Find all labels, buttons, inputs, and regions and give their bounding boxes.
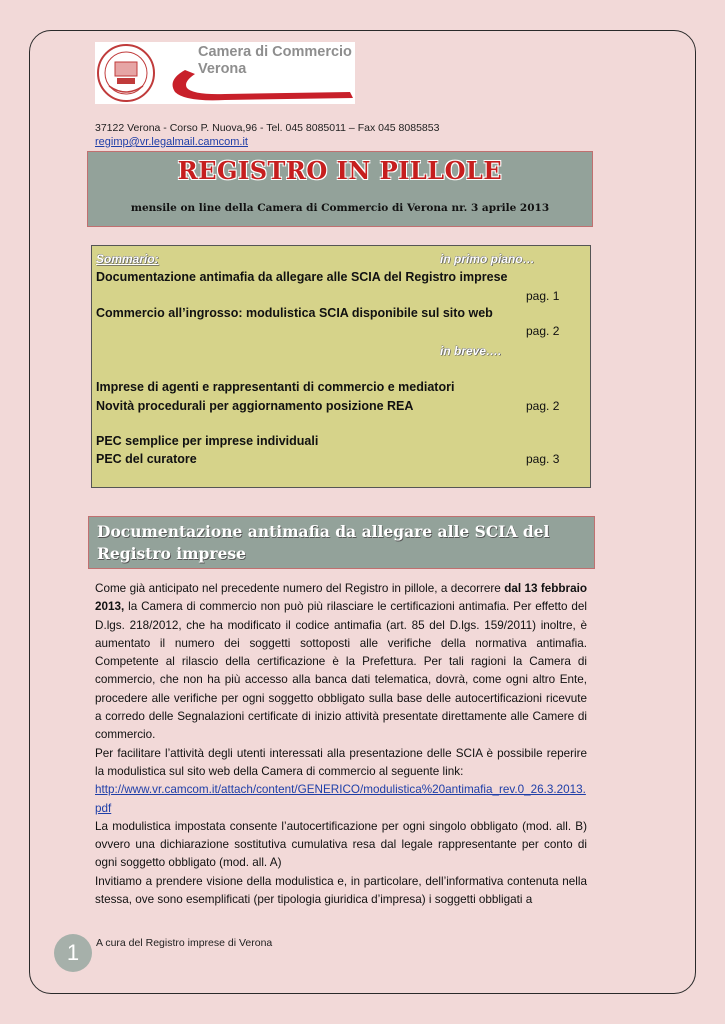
masthead-title: REGISTRO IN PILLOLE xyxy=(177,156,503,185)
masthead-subtitle: mensile on line della Camera di Commercio di Verona nr. 3 aprile 2013 xyxy=(130,202,550,214)
summary-item[interactable]: Documentazione antimafia da allegare alle SCIA del Registro imprese xyxy=(96,270,508,284)
footer-text: A cura del Registro imprese di Verona xyxy=(96,937,273,949)
article-body xyxy=(95,580,587,909)
paragraph xyxy=(95,781,587,818)
paragraph: Come già anticipato nel precedente numero del Registro in pillole, a decorrere dal 13 febbraio 2013, la Camera di commercio non può più rilasciare le certificazioni antimafia. Per effetto del D.lgs. 218/2012, che ha modificato il codice antimafia (art. 85 del D.lgs. 159/2011) inoltre, è aumentato il numero dei soggetti sottoposti alle verifiche della normativa antimafia. Competente al rilascio della certificazione è la Prefettura. Per tali ragioni la Camera di commercio, che non ha più accesso alla banca dati telematica, dovrà, come ogni altro Ente, procedere alle verifiche per ogni soggetto obbligato sulla base delle autocertificazioni ricevute a corredo delle Segnalazioni certificate di inizio attività presentate direttamente alle Camere di commercio. xyxy=(95,582,587,742)
summary-item[interactable]: Novità procedurali per aggiornamento posizione REA xyxy=(96,399,414,413)
summary-page: pag. 2 xyxy=(526,399,560,413)
summary-page: pag. 1 xyxy=(526,289,560,303)
section-title: Documentazione antimafia da allegare alle SCIA del Registro imprese xyxy=(97,522,550,563)
modulistica-link[interactable]: http://www.vr.camcom.it/attach/content/GENERICO/modulistica%20antimafia_rev.0_26.3.2013.pdf xyxy=(95,783,586,815)
summary-item[interactable]: PEC semplice per imprese individuali xyxy=(96,434,319,448)
email-link[interactable]: regimp@vr.legalmail.camcom.it xyxy=(95,136,248,148)
page-number-badge: 1 xyxy=(54,934,92,972)
paragraph: La modulistica impostata consente l’autocertificazione per ogni singolo obbligato (mod. all. B) ovvero una dichiarazione sostitutiva cumulativa resa dal legale rappresentante per conto di ogni soggetto obbligato (mod. all. A) xyxy=(95,819,587,870)
summary-page: pag. 3 xyxy=(526,452,560,466)
masthead xyxy=(87,151,593,227)
chamber-logo xyxy=(95,42,355,104)
address-line: 37122 Verona - Corso P. Nuova,96 - Tel. 045 8085011 – Fax 045 8085853 xyxy=(95,122,440,134)
in-breve-label: in breve…. xyxy=(440,344,502,358)
paragraph: Invitiamo a prendere visione della modulistica e, in particolare, dell’informativa contenuta nella stessa, ove sono esemplificati (per tipologia giuridica d’impresa) i soggetti obbligati a xyxy=(95,874,587,907)
summary-item[interactable]: Imprese di agenti e rappresentanti di commercio e mediatori xyxy=(96,380,455,394)
section-heading xyxy=(88,516,595,569)
seal-icon xyxy=(95,42,157,104)
summary-box xyxy=(91,245,591,488)
summary-item[interactable]: Commercio all’ingrosso: modulistica SCIA disponibile sul sito web xyxy=(96,306,493,320)
summary-item[interactable]: PEC del curatore xyxy=(96,452,197,466)
summary-heading: Sommario: xyxy=(96,252,159,266)
paragraph: Per facilitare l’attività degli utenti interessati alla presentazione delle SCIA è possibile reperire la modulistica sul sito web della Camera di commercio al seguente link: xyxy=(95,746,587,778)
logo-title: Camera di Commercio Verona xyxy=(198,44,352,77)
in-primo-piano-label: in primo piano… xyxy=(440,252,535,266)
summary-page: pag. 2 xyxy=(526,324,560,338)
